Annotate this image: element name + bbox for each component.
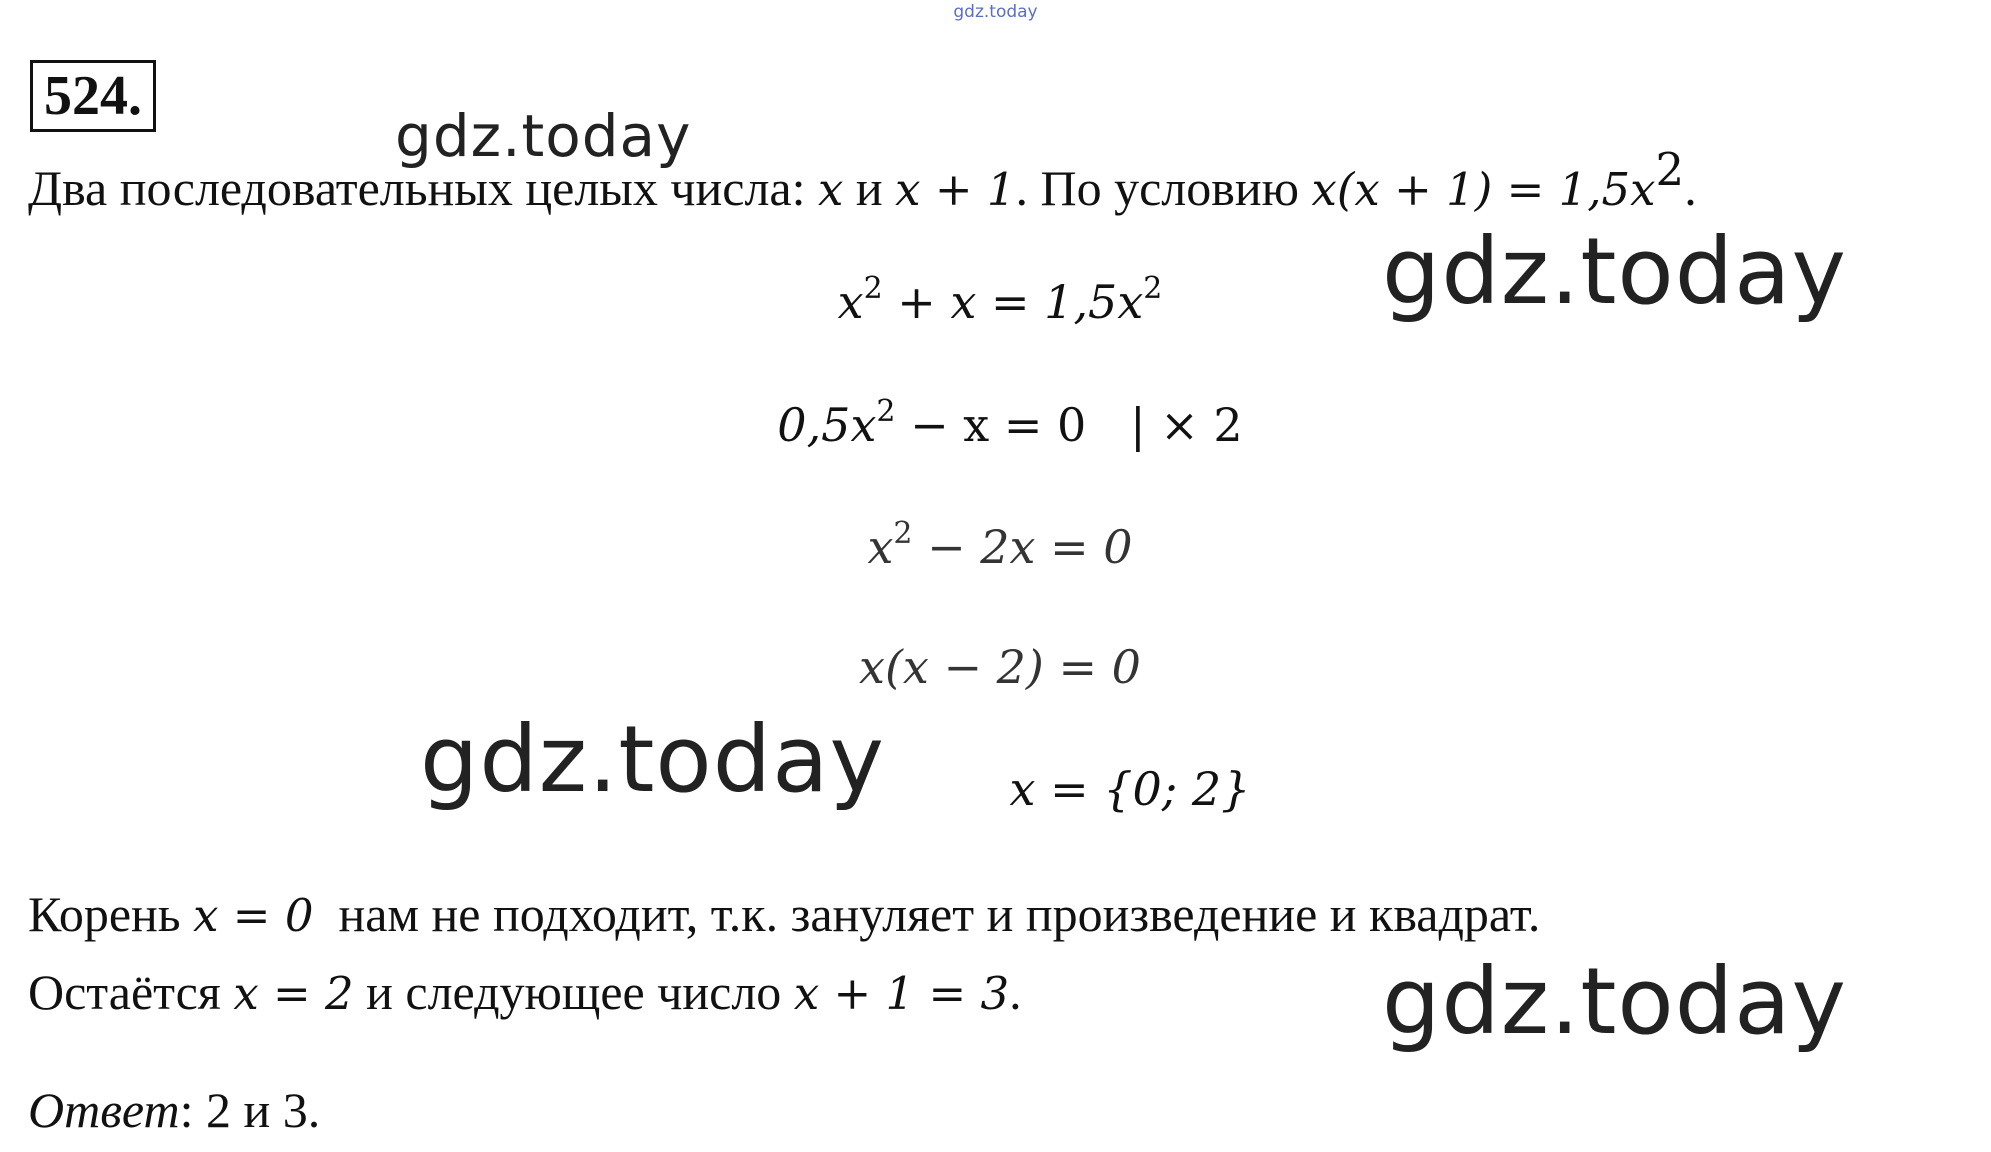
eq2-right: − x = 0 | × 2: [895, 398, 1243, 452]
explanation-line-1: [28, 884, 1540, 946]
eq3-right: − 2x = 0: [912, 520, 1133, 574]
watermark-small: gdz.today: [395, 102, 692, 170]
intro-var-x: x: [818, 163, 844, 216]
answer-label: Ответ: [28, 1082, 180, 1138]
problem-number: 524.: [30, 60, 156, 132]
expl2-c: .: [1009, 964, 1022, 1020]
equation-2: [0, 394, 1991, 452]
answer-line: [28, 1080, 320, 1140]
watermark-large-1: gdz.today: [1382, 218, 1847, 325]
eq1-exp2: 2: [1143, 271, 1163, 306]
eq3-left: x: [867, 520, 894, 574]
watermark-large-3: gdz.today: [1382, 948, 1847, 1055]
equation-3: [0, 516, 1991, 574]
expl1-b: нам не подходит, т.к. зануляет и произведение и квадрат.: [313, 886, 1541, 942]
eq2-exp: 2: [876, 394, 896, 429]
intro-exponent: 2: [1655, 143, 1685, 196]
eq2-left: 0,5x: [777, 398, 877, 452]
eq4-text: x(x − 2) = 0: [859, 640, 1141, 694]
equation-4: [0, 640, 1991, 694]
intro-and: и: [843, 160, 896, 216]
expl2-b: и следующее число: [353, 964, 794, 1020]
eq1-exp: 2: [863, 271, 883, 306]
intro-text-b: . По условию: [1015, 160, 1312, 216]
expl2-math-1: x = 2: [233, 967, 354, 1020]
top-watermark: gdz.today: [953, 2, 1038, 22]
expl1-a: Корень: [28, 886, 194, 942]
expl2-a: Остаётся: [28, 964, 234, 1020]
eq3-exp: 2: [893, 516, 913, 551]
intro-end: .: [1684, 160, 1697, 216]
eq5-text: x = {0; 2}: [1009, 762, 1251, 816]
intro-x-plus-1: x + 1: [895, 163, 1016, 216]
eq1-mid: + x = 1,5x: [882, 275, 1144, 329]
intro-paragraph: [28, 143, 1697, 220]
equation-5: [0, 762, 1991, 816]
explanation-line-2: [28, 962, 1022, 1024]
expl2-math-2: x + 1 = 3: [793, 967, 1010, 1020]
intro-text-a: Два последовательных целых числа:: [28, 160, 818, 216]
watermark-large-2: gdz.today: [420, 706, 885, 813]
eq1-left: x: [837, 275, 864, 329]
expl1-math: x = 0: [193, 889, 314, 942]
intro-condition: x(x + 1) = 1,5x: [1311, 163, 1656, 216]
answer-value: : 2 и 3.: [179, 1082, 321, 1138]
